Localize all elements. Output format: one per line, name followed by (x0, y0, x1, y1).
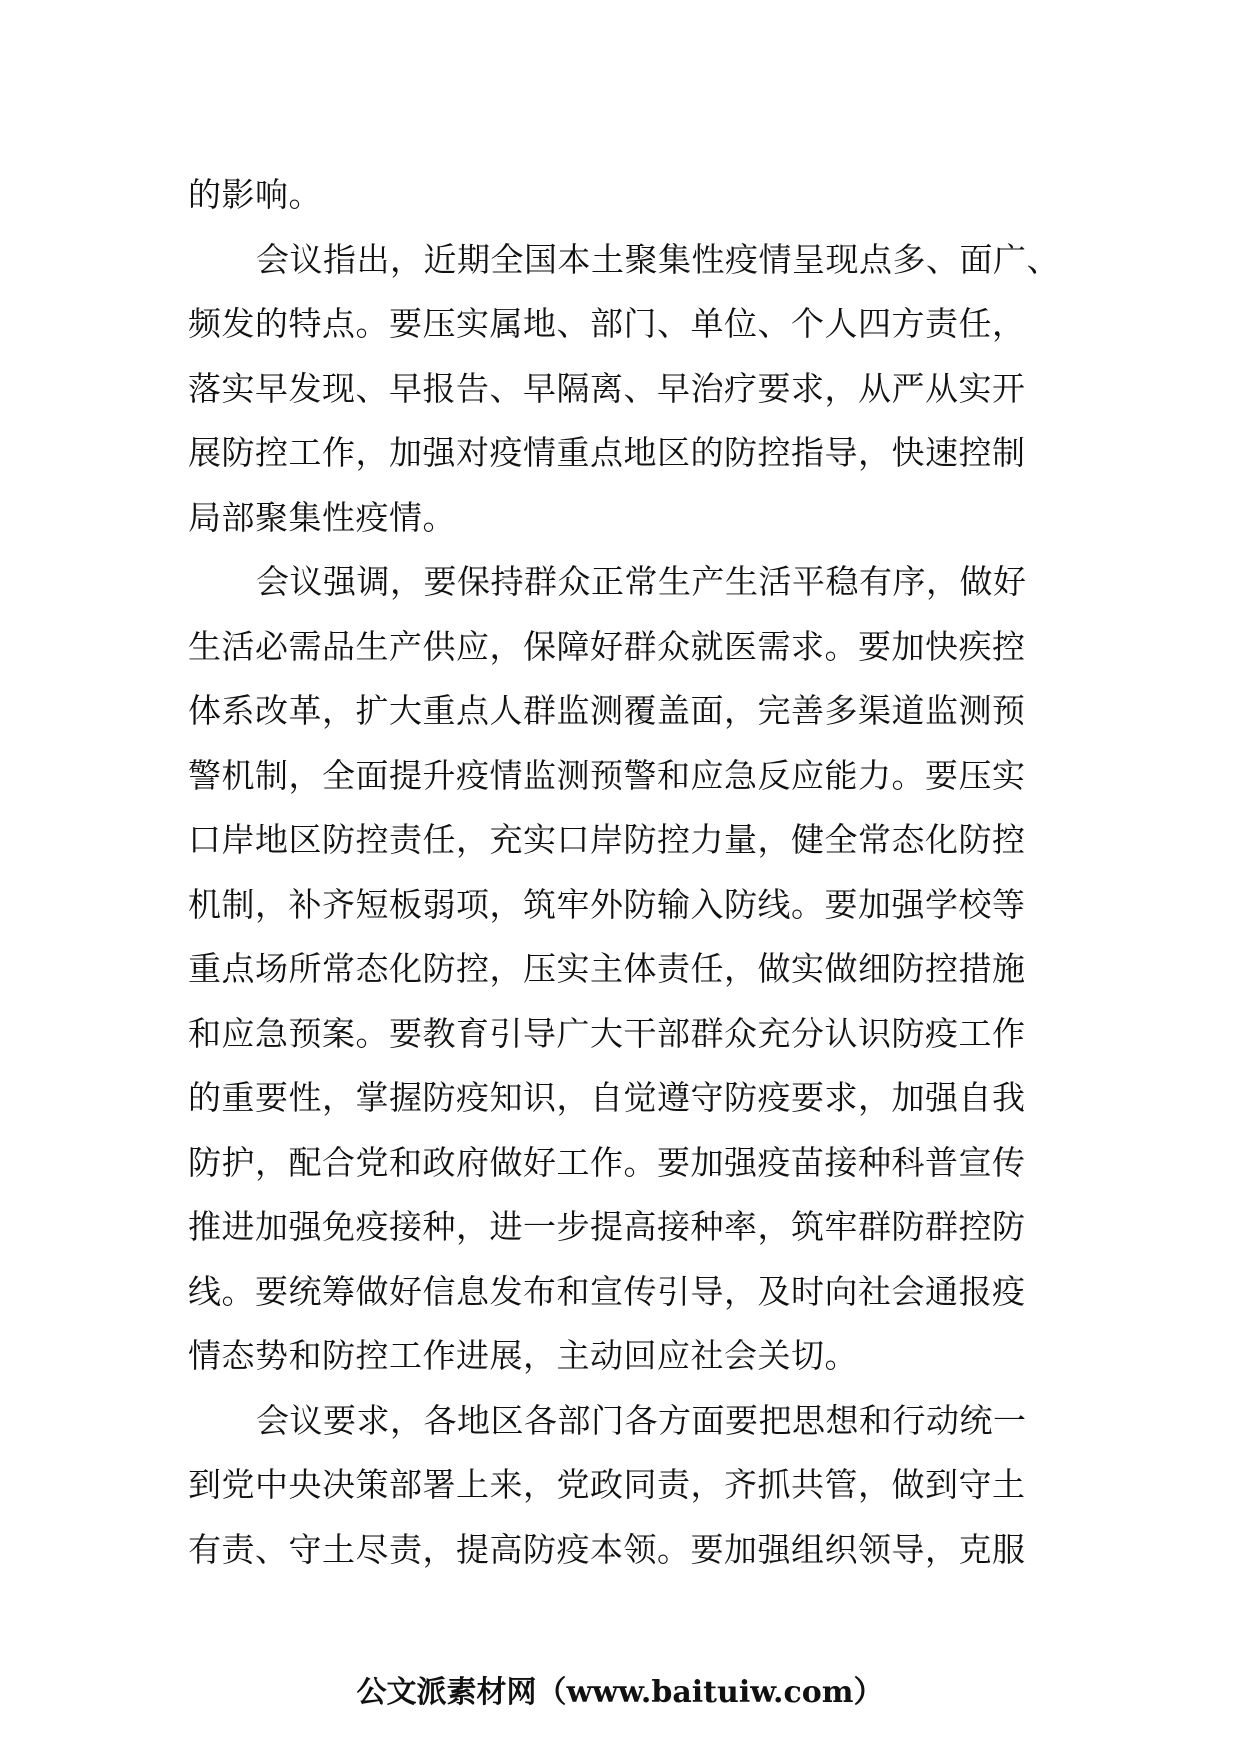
text-line: 落实早发现、早报告、早隔离、早治疗要求，从严从实开 (188, 368, 1026, 408)
text-line: 推进加强免疫接种，进一步提高接种率，筑牢群防群控防 (188, 1207, 1026, 1246)
text-line: 口岸地区防控责任，充实口岸防控力量，健全常态化防控 (188, 820, 1026, 859)
text-line: 局部聚集性疫情。 (188, 497, 456, 537)
text-line: 会议指出，近期全国本土聚集性疫情呈现点多、面广、 (256, 239, 1060, 279)
text-line: 有责、守土尽责，提高防疫本领。要加强组织领导，克服 (188, 1529, 1026, 1569)
body-text (188, 163, 1058, 1582)
text-line: 警机制，全面提升疫情监测预警和应急反应能力。要压实 (188, 755, 1026, 795)
text-line: 重点场所常态化防控，压实主体责任，做实做细防控措施 (188, 949, 1026, 988)
text-line: 的影响。 (188, 175, 322, 214)
text-line: 的重要性，掌握防疫知识，自觉遵守防疫要求，加强自我 (188, 1078, 1026, 1117)
text-line: 会议要求，各地区各部门各方面要把思想和行动统一 (256, 1400, 1027, 1440)
text-line: 防护，配合党和政府做好工作。要加强疫苗接种科普宣传 (188, 1142, 1026, 1182)
text-line: 机制，补齐短板弱项，筑牢外防输入防线。要加强学校等 (188, 884, 1026, 924)
footer-watermark: 公文派素材网（www.baituiw.com） (356, 1675, 884, 1710)
text-line: 体系改革，扩大重点人群监测覆盖面，完善多渠道监测预 (188, 691, 1026, 730)
text-line: 会议强调，要保持群众正常生产生活平稳有序，做好 (256, 562, 1027, 601)
text-line: 生活必需品生产供应，保障好群众就医需求。要加快疾控 (188, 626, 1026, 666)
text-line: 展防控工作，加强对疫情重点地区的防控指导，快速控制 (188, 433, 1026, 472)
text-line: 到党中央决策部署上来，党政同责，齐抓共管，做到守土 (188, 1465, 1026, 1504)
text-line: 线。要统筹做好信息发布和宣传引导，及时向社会通报疫 (188, 1271, 1026, 1311)
text-line: 和应急预案。要教育引导广大干部群众充分认识防疫工作 (188, 1013, 1026, 1053)
text-line: 情态势和防控工作进展，主动回应社会关切。 (188, 1336, 858, 1375)
text-line: 频发的特点。要压实属地、部门、单位、个人四方责任， (188, 304, 1026, 343)
